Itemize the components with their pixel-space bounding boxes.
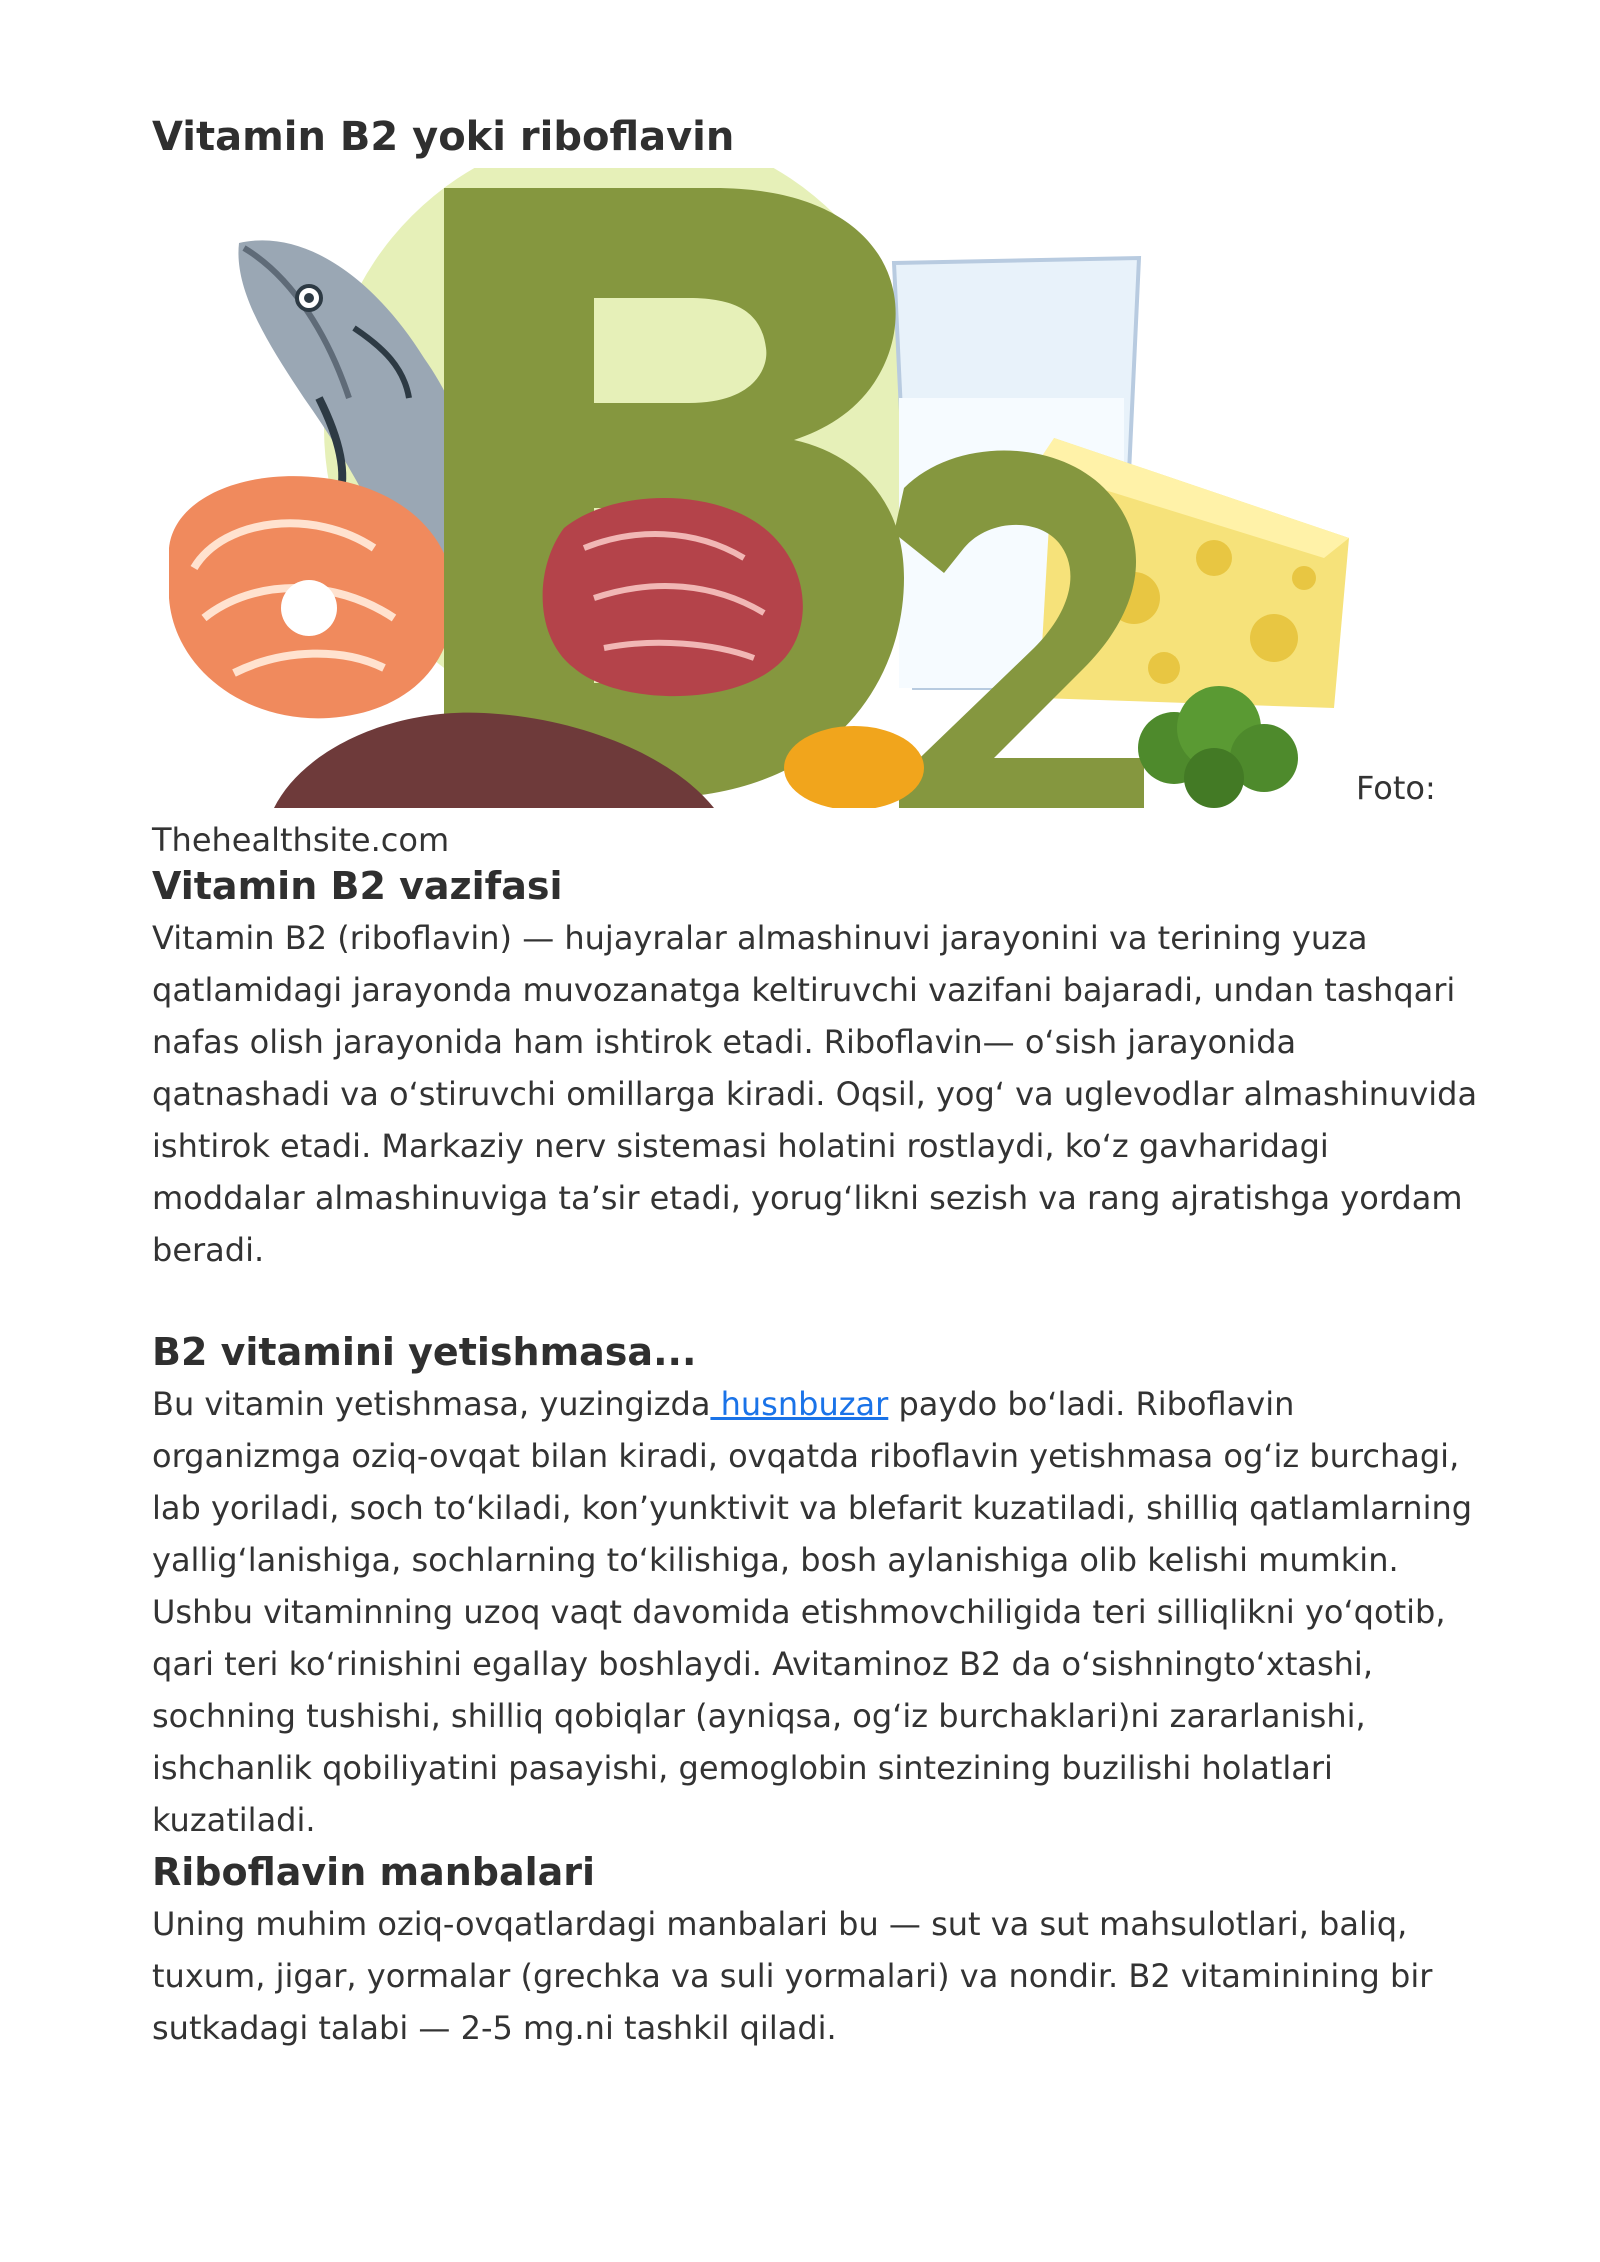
section-heading-sources: Riboflavin manbalari: [152, 1850, 596, 1894]
husnbuzar-link[interactable]: husnbuzar: [710, 1385, 889, 1423]
figure-caption-prefix: Foto:: [1356, 769, 1436, 807]
egg-yolk: [784, 726, 924, 808]
section-heading-function: Vitamin B2 vazifasi: [152, 864, 563, 908]
letter-b: [444, 188, 904, 798]
deficiency-text-start: Bu vitamin yetishmasa, yuzingizda: [152, 1385, 711, 1423]
section-text-function: Vitamin B2 (riboflavin) — hujayralar almashinuvi jarayonini va terining yuza qatlamidagi jarayonda muvozanatga keltiruvchi vazifani bajaradi, undan tashqari nafas olish jarayonida ham ishtirok etadi. Riboflavin— oʻsish jarayonida qatnashadi va oʻstiruvchi omillarga kiradi. Oqsil, yogʻ va uglevodlar almashinuvida ishtirok etadi. Markaziy nerv sistemasi holatini rostlaydi, koʻz gavharidagi moddalar almashinuviga taʼsir etadi, yorugʻlikni sezish va rang ajratishga yordam beradi.: [152, 919, 1478, 1269]
section-heading-deficiency: B2 vitamini yetishmasa...: [152, 1330, 697, 1374]
figure-caption-source: Thehealthsite.com: [152, 821, 450, 859]
article-title: Vitamin B2 yoki riboflavin: [152, 114, 735, 160]
section-spacer: [152, 1276, 1482, 1326]
section-text-sources: Uning muhim oziq-ovqatlardagi manbalari bu — sut va sut mahsulotlari, baliq, tuxum, jigar, yormalar (grechka va suli yormalari) va nondir. B2 vitaminining bir sutkadagi talabi — 2-5 mg.ni tashkil qiladi.: [152, 1905, 1433, 2047]
deficiency-text-rest: paydo boʻladi. Riboflavin organizmga oziq-ovqat bilan kiradi, ovqatda riboflavin yetishmasa ogʻiz burchagi, lab yoriladi, soch toʻkiladi, konʼyunktivit va blefarit kuzatiladi, shilliq qatlamlarning yalligʻlanishiga, sochlarning toʻkilishiga, bosh aylanishiga olib kelishi mumkin. Ushbu vitaminning uzoq vaqt davomida etishmovchiligida teri silliqlikni yoʻqotib, qari teri koʻrinishini egallay boshlaydi. Avitaminoz B2 da oʻsishningtoʻxtashi, sochning tushishi, shilliq qobiqlar (ayniqsa, ogʻiz burchaklari)ni zararlanishi, ishchanlik qobiliyatini pasayishi, gemoglobin sintezining buzilishi holatlari kuzatiladi.: [152, 1385, 1473, 1839]
vitamin-b2-illustration: [154, 168, 1354, 808]
article: [152, 110, 1482, 2054]
figure: [152, 168, 1482, 808]
section-text-deficiency: [152, 1378, 1482, 1846]
